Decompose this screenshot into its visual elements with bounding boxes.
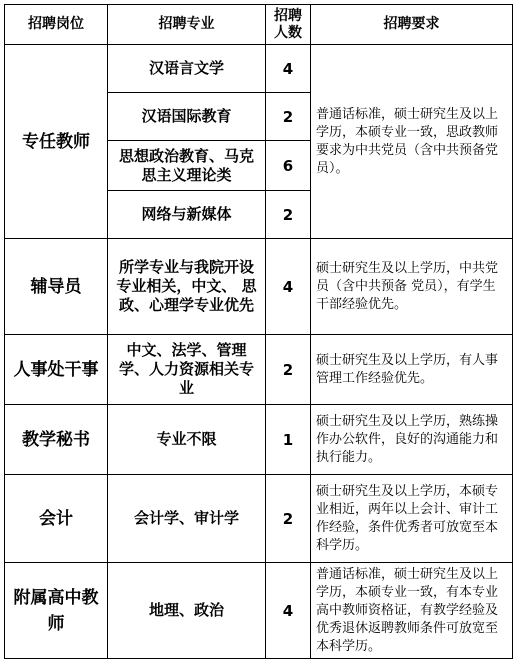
- major-cell: 网络与新媒体: [108, 191, 266, 239]
- requirement-cell: 普通话标准，硕士研究生及以上学历，本硕专业一致，思政教师要求为中共党员（含中共预备党员）。: [311, 45, 513, 239]
- count-cell: 1: [266, 405, 311, 475]
- major-cell: 中文、法学、管理学、人力资源相关专业: [108, 335, 266, 405]
- recruitment-table: [4, 4, 513, 659]
- header-requirement: 招聘要求: [311, 5, 513, 45]
- position-cell: 附属高中教师: [5, 563, 108, 659]
- table-row: [5, 475, 513, 563]
- count-cell: 2: [266, 335, 311, 405]
- count-cell: 2: [266, 191, 311, 239]
- header-major: 招聘专业: [108, 5, 266, 45]
- header-count: [266, 5, 311, 45]
- table-row: [5, 405, 513, 475]
- table-row: [5, 563, 513, 659]
- table-row: [5, 335, 513, 405]
- requirement-cell: 普通话标准，硕士研究生及以上学历，本硕专业一致，有本专业高中教师资格证，有教学经验及优秀退休返聘教师条件可放宽至本科学历。: [311, 563, 513, 659]
- header-position: 招聘岗位: [5, 5, 108, 45]
- major-cell: 地理、政治: [108, 563, 266, 659]
- requirement-cell: 硕士研究生及以上学历，有人事管理工作经验优先。: [311, 335, 513, 405]
- major-cell: 汉语言文学: [108, 45, 266, 93]
- count-cell: 4: [266, 563, 311, 659]
- requirement-cell: 硕士研究生及以上学历，中共党员（含中共预备 党员），有学生干部经验优先。: [311, 239, 513, 335]
- position-cell: 教学秘书: [5, 405, 108, 475]
- count-cell: 2: [266, 475, 311, 563]
- count-cell: 6: [266, 141, 311, 191]
- major-cell: 会计学、审计学: [108, 475, 266, 563]
- position-cell: 辅导员: [5, 239, 108, 335]
- table-row: [5, 239, 513, 335]
- table-row: [5, 45, 513, 93]
- count-cell: 4: [266, 45, 311, 93]
- header-row: [5, 5, 513, 45]
- count-cell: 2: [266, 93, 311, 141]
- position-cell: 会计: [5, 475, 108, 563]
- major-cell: 汉语国际教育: [108, 93, 266, 141]
- requirement-cell: 硕士研究生及以上学历，本硕专业相近，两年以上会计、审计工作经验，条件优秀者可放宽至本科学历。: [311, 475, 513, 563]
- major-cell: 专业不限: [108, 405, 266, 475]
- position-cell: 专任教师: [5, 45, 108, 239]
- count-cell: 4: [266, 239, 311, 335]
- position-cell: 人事处干事: [5, 335, 108, 405]
- major-cell: 所学专业与我院开设专业相关，中文、 思政、心理学专业优先: [108, 239, 266, 335]
- header-count-line2: 人数: [274, 24, 302, 41]
- major-cell: 思想政治教育、马克思主义理论类: [108, 141, 266, 191]
- requirement-cell: 硕士研究生及以上学历，熟练操作办公软件，良好的沟通能力和执行能力。: [311, 405, 513, 475]
- header-count-line1: 招聘: [274, 7, 302, 24]
